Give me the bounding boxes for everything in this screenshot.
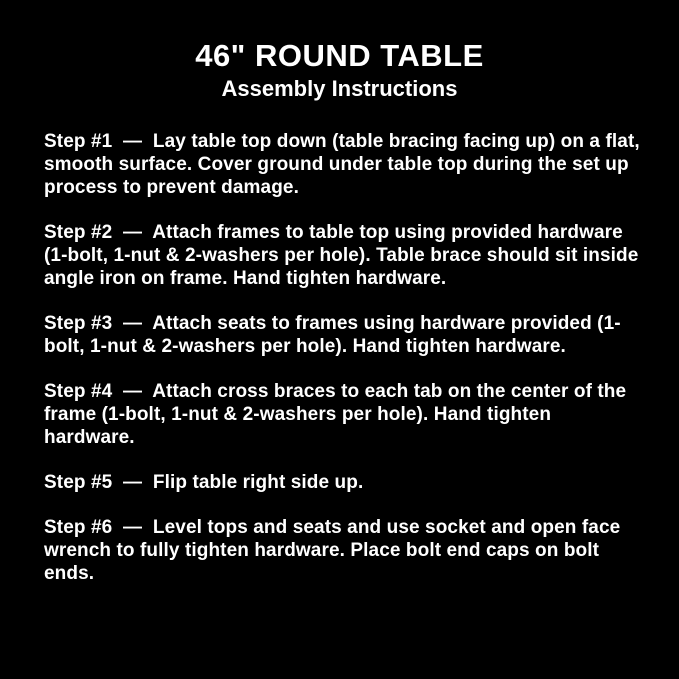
step-1-paragraph: Step #1 — Lay table top down (table bracing facing up) on a flat, smooth surface. Cover ground under table top during the set up process to prevent damage. <box>44 131 640 198</box>
header <box>0 0 679 101</box>
step-3-paragraph: Step #3 — Attach seats to frames using hardware provided (1-bolt, 1-nut & 2-washers per hole). Hand tighten hardware. <box>44 313 621 357</box>
step-4-paragraph: Step #4 — Attach cross braces to each tab on the center of the frame (1-bolt, 1-nut & 2-washers per hole). Hand tighten hardware. <box>44 381 627 448</box>
step-2-paragraph: Step #2 — Attach frames to table top using provided hardware (1-bolt, 1-nut & 2-washers per hole). Table brace should sit inside angle iron on frame. Hand tighten hardware. <box>44 222 639 289</box>
step-5-paragraph: Step #5 — Flip table right side up. <box>44 472 364 493</box>
step-6-paragraph: Step #6 — Level tops and seats and use socket and open face wrench to fully tighten hardware. Place bolt end caps on bolt ends. <box>44 517 621 584</box>
steps-list <box>0 101 679 585</box>
page-title: 46" ROUND TABLE <box>195 38 484 73</box>
page-subtitle: Assembly Instructions <box>221 76 458 101</box>
